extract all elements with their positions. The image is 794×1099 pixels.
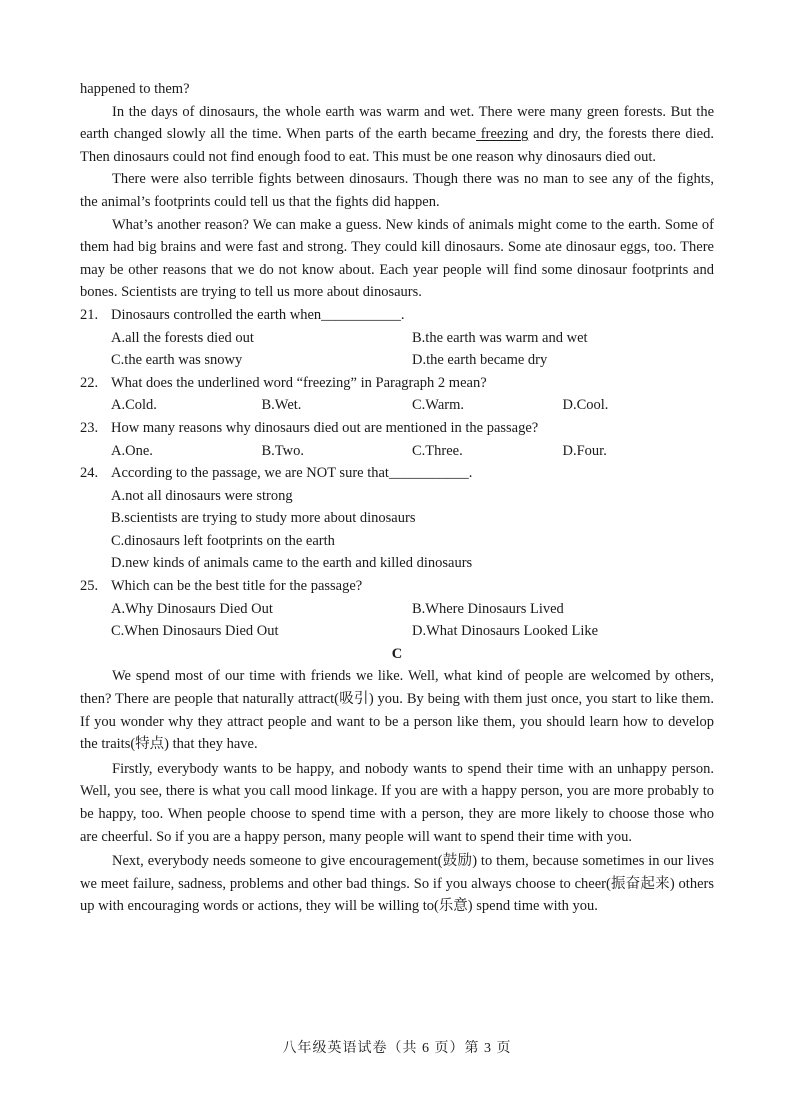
option-b[interactable]: B.the earth was warm and wet [412, 329, 588, 346]
question-number: 23. [80, 419, 99, 436]
option-a[interactable]: A.all the forests died out [111, 329, 254, 346]
option-c[interactable]: C.the earth was snowy [111, 352, 243, 369]
question-23-options [80, 440, 714, 463]
question-stem: Dinosaurs controlled the earth when___________. [111, 306, 405, 323]
passage-c-paragraph-2: Firstly, everybody wants to be happy, and nobody wants to spend their time with an unhappy person. Well, you see, there is what you call mood linkage. If you are with a happy person, you are more probably to be happy, too. When people choose to spend time with a person, they are more likely to choose those who are cheerful. So if you are a happy person, many people will want to spend their time with you. [80, 760, 714, 845]
option-c[interactable]: C.Three. [412, 442, 463, 459]
question-21-options [80, 327, 714, 372]
question-21 [80, 304, 714, 327]
passage-b-paragraph-3: There were also terrible fights between dinosaurs. Though there was no man to see any of the fights, the animal’s footprints could tell us that the fights did happen. [80, 171, 714, 210]
passage-c-paragraph-3: Next, everybody needs someone to give encouragement(鼓励) to them, because sometimes in our lives we meet failure, sadness, problems and other bad things. So if you always choose to cheer(振奋起来) others up with encouraging words or actions, they will be willing to(乐意) spend time with you. [80, 853, 714, 915]
option-d[interactable]: D.the earth became dry [412, 352, 548, 369]
option-a[interactable]: A.Why Dinosaurs Died Out [111, 600, 273, 617]
option-c[interactable]: C.dinosaurs left footprints on the earth [111, 532, 335, 549]
passage-b-paragraph-4: What’s another reason? We can make a guess. New kinds of animals might come to the earth. Some of them had big brains and were fast and strong. They could kill dinosaurs. Some ate dinosaur eggs, too. There may be other reasons that we do not know about. Each year people will find some dinosaur footprints and bones. Scientists are trying to tell us more about dinosaurs. [80, 216, 714, 301]
question-number: 21. [80, 306, 99, 323]
option-a[interactable]: A.One. [111, 442, 153, 459]
question-stem: What does the underlined word “freezing” in Paragraph 2 mean? [111, 374, 487, 391]
option-d[interactable]: D.What Dinosaurs Looked Like [412, 623, 599, 640]
option-a[interactable]: A.not all dinosaurs were strong [111, 487, 293, 504]
question-22-options [80, 394, 714, 417]
passage-b-lead: happened to them? [80, 81, 190, 97]
option-b[interactable]: B.scientists are trying to study more about dinosaurs [111, 510, 416, 527]
question-stem: According to the passage, we are NOT sure that___________. [111, 465, 473, 482]
question-stem: How many reasons why dinosaurs died out are mentioned in the passage? [111, 419, 539, 436]
question-number: 24. [80, 465, 99, 482]
option-c[interactable]: C.When Dinosaurs Died Out [111, 623, 279, 640]
option-d[interactable]: D.Cool. [562, 397, 609, 414]
underlined-word-freezing: freezing [475, 126, 529, 143]
question-25-options [80, 598, 714, 643]
question-22 [80, 372, 714, 395]
passage-c-paragraph-1: We spend most of our time with friends we like. Well, what kind of people are welcomed by others, then? There are people that naturally attract(吸引) you. By being with them just once, you start to like them. If you wonder why they attract people and want to be a person like them, you should learn how to develop the traits(特点) that they have. [80, 668, 714, 753]
passage-b-paragraph-2 [80, 101, 714, 169]
option-b[interactable]: B.Where Dinosaurs Lived [412, 600, 564, 617]
question-stem: Which can be the best title for the passage? [111, 578, 363, 595]
question-24-options [80, 485, 714, 575]
option-a[interactable]: A.Cold. [111, 397, 157, 414]
option-c[interactable]: C.Warm. [412, 397, 464, 414]
question-23 [80, 417, 714, 440]
page-footer: 八年级英语试卷（共 6 页）第 3 页 [282, 1041, 512, 1056]
option-d[interactable]: D.new kinds of animals came to the earth and killed dinosaurs [111, 555, 473, 572]
question-24 [80, 462, 714, 485]
option-d[interactable]: D.Four. [562, 442, 607, 459]
option-b[interactable]: B.Wet. [261, 397, 302, 414]
exam-page [80, 78, 714, 918]
question-25 [80, 575, 714, 598]
question-number: 25. [80, 578, 99, 595]
question-number: 22. [80, 374, 99, 391]
paragraph-text: and dry, the forests there died. Then dinosaurs could not find enough food to eat. This must be one reason why dinosaurs died out. [80, 126, 714, 165]
option-b[interactable]: B.Two. [261, 442, 304, 459]
paragraph-text: In the days of dinosaurs, the whole earth was warm and wet. There were many green forests. But the earth changed slowly all the time. When parts of the earth became [80, 103, 714, 143]
section-c-heading: C [391, 645, 403, 662]
